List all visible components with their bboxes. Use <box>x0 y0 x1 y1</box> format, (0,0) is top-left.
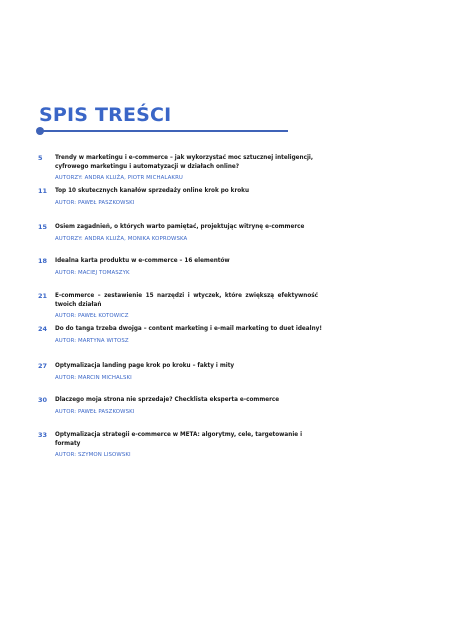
entry-author: AUTOR: PAWEŁ PASZKOWSKI <box>55 408 135 415</box>
entry-author: AUTOR: PAWEŁ KOTOWICZ <box>55 313 129 320</box>
toc-entry[interactable] <box>38 396 328 415</box>
entry-title: Osiem zagadnień, o których warto pamiętać, projektując witrynę e-commerce <box>55 224 305 230</box>
entry-title: Top 10 skutecznych kanałów sprzedaży online krok po kroku <box>55 188 249 194</box>
entry-title: Optymalizacja strategii e-commerce w META: algorytmy, cele, targetowanie i formaty <box>55 432 303 447</box>
toc-entry[interactable] <box>38 257 328 276</box>
entry-title: Do do tanga trzeba dwojga – content marketing i e-mail marketing to duet idealny! <box>55 326 322 332</box>
toc-entry[interactable] <box>38 154 328 181</box>
entry-title: Trendy w marketingu i e-commerce – jak wykorzystać moc sztucznej inteligencji, cyfrowego marketingu i automatyzacji w działach online? <box>55 155 314 170</box>
toc-entry[interactable] <box>38 362 328 381</box>
entry-title: Dlaczego moja strona nie sprzedaje? Checklista eksperta e-commerce <box>55 397 280 403</box>
page-number: 15 <box>38 223 48 231</box>
toc-entry[interactable] <box>38 431 328 458</box>
title-rule-dot <box>36 127 44 135</box>
page-number: 24 <box>38 325 48 333</box>
toc-entry[interactable] <box>38 187 328 206</box>
entry-author: AUTOR: PAWEŁ PASZKOWSKI <box>55 199 135 206</box>
entry-author: AUTOR: MARCIN MICHALSKI <box>55 374 132 381</box>
toc-entry[interactable] <box>38 292 328 319</box>
page-number: 33 <box>38 431 48 439</box>
entry-title: Idealna karta produktu w e-commerce – 16 elementów <box>55 258 230 264</box>
entry-author: AUTOR: SZYMON LISOWSKI <box>55 452 131 459</box>
entry-author: AUTOR: MACIEJ TOMASZYK <box>55 269 130 276</box>
toc-entry[interactable] <box>38 325 328 344</box>
page-number: 11 <box>38 187 48 195</box>
entry-author: AUTORZY: ANDRA KLUŹA, MONIKA KOPROWSKA <box>55 235 188 242</box>
page-number: 30 <box>38 396 48 404</box>
page-number: 27 <box>38 362 48 370</box>
entry-author: AUTOR: MARTYNA WITOSZ <box>55 337 129 344</box>
entry-title: E-commerce – zestawienie 15 narzędzi i wtyczek, które zwiększą efektywność twoich działań <box>55 293 318 308</box>
page-number: 21 <box>38 292 48 300</box>
toc-title: SPIS TREŚCI <box>39 104 172 126</box>
toc-entry[interactable] <box>38 223 328 242</box>
page-number: 5 <box>38 154 43 162</box>
title-rule <box>40 130 288 132</box>
entry-author: AUTORZY: ANDRA KLUŹA, PIOTR MICHALAKRU <box>55 175 183 182</box>
page-number: 18 <box>38 257 48 265</box>
entry-title: Optymalizacja landing page krok po kroku – fakty i mity <box>55 363 235 369</box>
